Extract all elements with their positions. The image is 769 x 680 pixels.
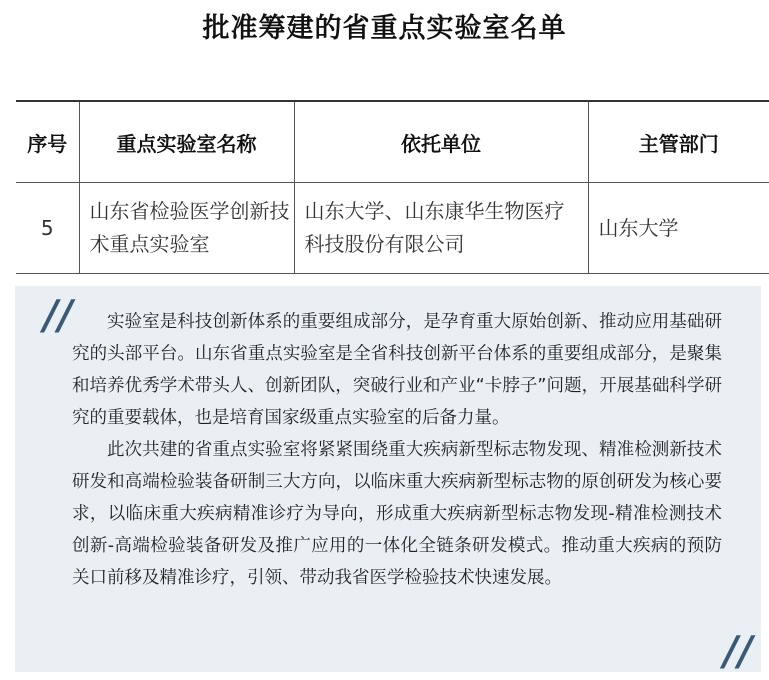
cell-index: 5 — [16, 183, 79, 274]
table-header-row — [16, 101, 769, 183]
cell-department: 山东大学 — [588, 183, 769, 274]
quote-paragraph-1: 实验室是科技创新体系的重要组成部分，是孕育重大原始创新、推动应用基础研究的头部平台。山东省重点实验室是全省科技创新平台体系的重要组成部分，是聚集和培养优秀学术带头人、创新团队，突破行业和产业“卡脖子”问题，开展基础科学研究的重要载体，也是培育国家级重点实验室的后备力量。 — [72, 312, 722, 428]
page-title: 批准筹建的省重点实验室名单 — [202, 13, 567, 44]
close-quote-icon: // — [723, 628, 753, 675]
open-quote-icon: // — [43, 292, 73, 339]
cell-host-unit: 山东大学、山东康华生物医疗科技股份有限公司 — [294, 183, 588, 274]
quote-box — [15, 286, 761, 675]
lab-list-table — [16, 100, 769, 274]
header-index: 序号 — [16, 101, 79, 183]
quote-paragraph-2: 此次共建的省重点实验室将紧紧围绕重大疾病新型标志物发现、精准检测新技术研发和高端检验装备研制三大方向，以临床重大疾病新型标志物的原创研发为核心要求，以临床重大疾病精准诊疗为导向，形成重大疾病新型标志物发现-精准检测技术创新-高端检验装备研发及推广应用的一体化全链条研发模式。推动重大疾病的预防关口前移及精准诊疗，引领、带动我省医学检验技术快速发展。 — [72, 440, 722, 588]
header-host-unit: 依托单位 — [294, 101, 588, 183]
quote-text — [72, 306, 722, 594]
lab-list-table-container — [16, 100, 769, 274]
header-department: 主管部门 — [588, 101, 769, 183]
header-lab-name: 重点实验室名称 — [79, 101, 294, 183]
table-row — [16, 183, 769, 274]
cell-lab-name: 山东省检验医学创新技术重点实验室 — [79, 183, 294, 274]
